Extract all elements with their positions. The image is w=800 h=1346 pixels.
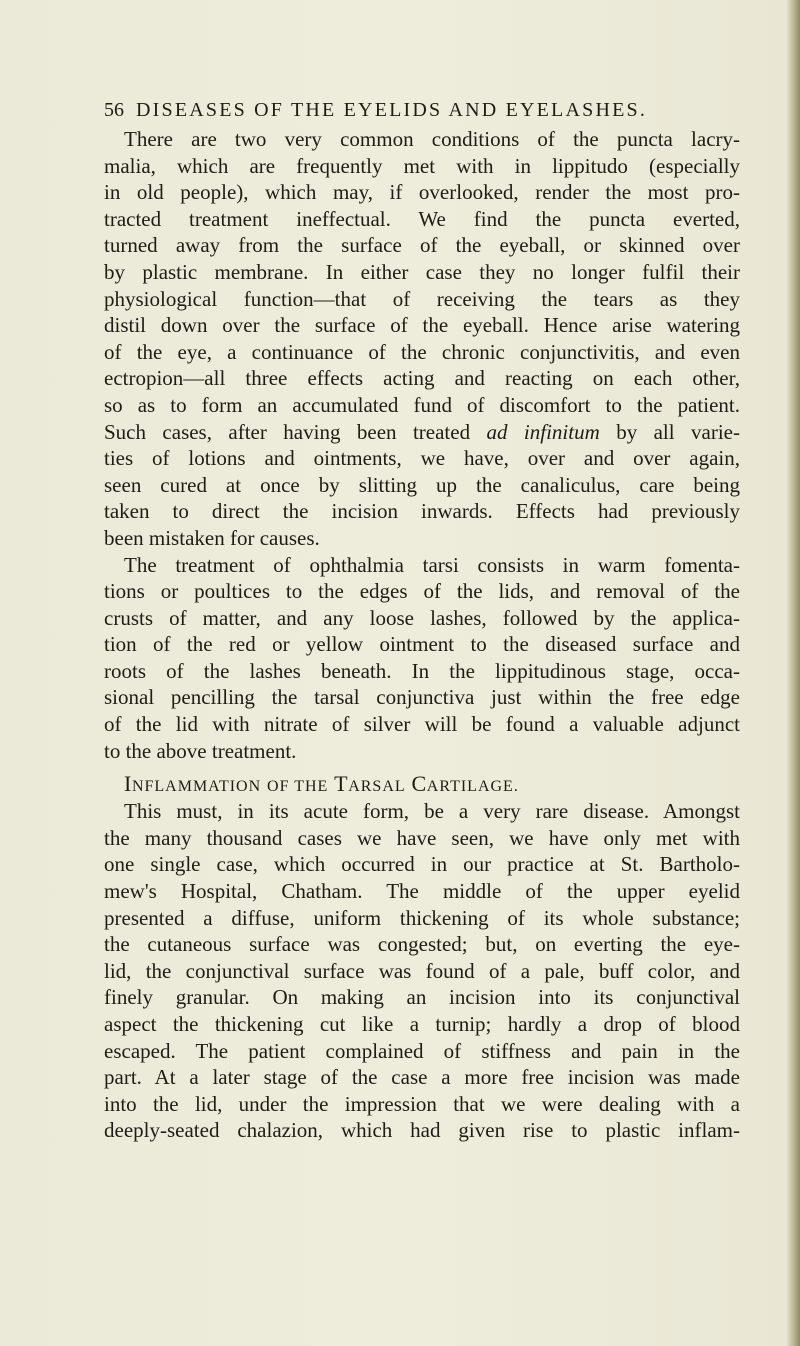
running-head [104, 99, 744, 122]
text-line: finely granular. On making an incision into its conjunctival [104, 985, 740, 1010]
text-line: one single case, which occurred in our practice at St. Bartholo- [104, 852, 740, 877]
text-line: tions or poultices to the edges of the lids, and removal of the [104, 579, 740, 604]
heading-smallcaps: ARSAL [348, 778, 406, 796]
running-title: DISEASES OF THE EYELIDS AND EYELASHES. [136, 99, 648, 121]
page-number: 56 [104, 99, 124, 121]
heading-initial: I [124, 771, 132, 797]
heading-smallcaps: ARTILAGE. [426, 778, 519, 796]
text-line: of the eye, a continuance of the chronic conjunctivitis, and even [104, 339, 740, 364]
text-line: tracted treatment ineffectual. We find the puncta everted, [104, 206, 740, 231]
text-line: This must, in its acute form, be a very rare disease. Amongst [124, 799, 740, 824]
heading-initial: T [334, 771, 349, 797]
text-line: part. At a later stage of the case a more free incision was made [104, 1065, 740, 1090]
section-heading [104, 764, 740, 798]
heading-smallcaps: OF THE [267, 778, 329, 796]
text-line: by plastic membrane. In either case they no longer fulfil their [104, 259, 740, 284]
text-line: into the lid, under the impression that we were dealing with a [104, 1091, 740, 1116]
text-line: physiological function—that of receiving the tears as they [104, 286, 740, 311]
text-line: to the above treatment. [104, 738, 297, 763]
text-line: The treatment of ophthalmia tarsi consists in warm fomenta- [124, 552, 740, 577]
text-line: aspect the thickening cut like a turnip; hardly a drop of blood [104, 1012, 740, 1036]
text-line: mew's Hospital, Chatham. The middle of the upper eyelid [104, 879, 740, 904]
text-line: lid, the conjunctival surface was found of a pale, buff color, and [104, 958, 740, 983]
text-line: Such cases, after having been treated ad infinitum by all varie- [104, 419, 740, 444]
text-line: malia, which are frequently met with in lippitudo (especially [104, 153, 740, 178]
text-line: the cutaneous surface was congested; but, on everting the eye- [104, 932, 740, 957]
text-line: sional pencilling the tarsal conjunctiva just within the free edge [104, 685, 740, 710]
text-line: distil down over the surface of the eyeball. Hence arise watering [104, 313, 740, 338]
text-line: presented a diffuse, uniform thickening of its whole substance; [104, 905, 740, 930]
text-line: of the lid with nitrate of silver will be found a valuable adjunct [104, 712, 740, 737]
text-line: the many thousand cases we have seen, we have only met with [104, 825, 740, 850]
text-line: turned away from the surface of the eyeball, or skinned over [104, 233, 740, 258]
body-text [104, 126, 740, 1144]
text-line: roots of the lashes beneath. In the lippitudinous stage, occa- [104, 658, 740, 683]
italic-phrase: ad infinitum [486, 419, 600, 444]
page-edge-shadow [786, 0, 800, 1346]
heading-initial: C [411, 771, 427, 797]
text-line: seen cured at once by slitting up the canaliculus, care being [104, 472, 740, 497]
heading-smallcaps: NFLAMMATION [131, 778, 262, 796]
text-line: tion of the red or yellow ointment to the diseased surface and [104, 632, 740, 657]
text-line: so as to form an accumulated fund of discomfort to the patient. [104, 392, 740, 417]
text-line: taken to direct the incision inwards. Effects had previously [104, 499, 740, 524]
text-line: ectropion—all three effects acting and reacting on each other, [104, 366, 740, 391]
text-line: escaped. The patient complained of stiffness and pain in the [104, 1038, 740, 1063]
text-line: deeply-seated chalazion, which had given rise to plastic inflam- [104, 1118, 740, 1143]
text-line: crusts of matter, and any loose lashes, followed by the applica- [104, 605, 740, 630]
text-line: ties of lotions and ointments, we have, over and over again, [104, 446, 740, 471]
text-line: been mistaken for causes. [104, 525, 320, 550]
text-line: in old people), which may, if overlooked, render the most pro- [104, 180, 740, 205]
text-line: There are two very common conditions of the puncta lacry- [124, 127, 740, 151]
